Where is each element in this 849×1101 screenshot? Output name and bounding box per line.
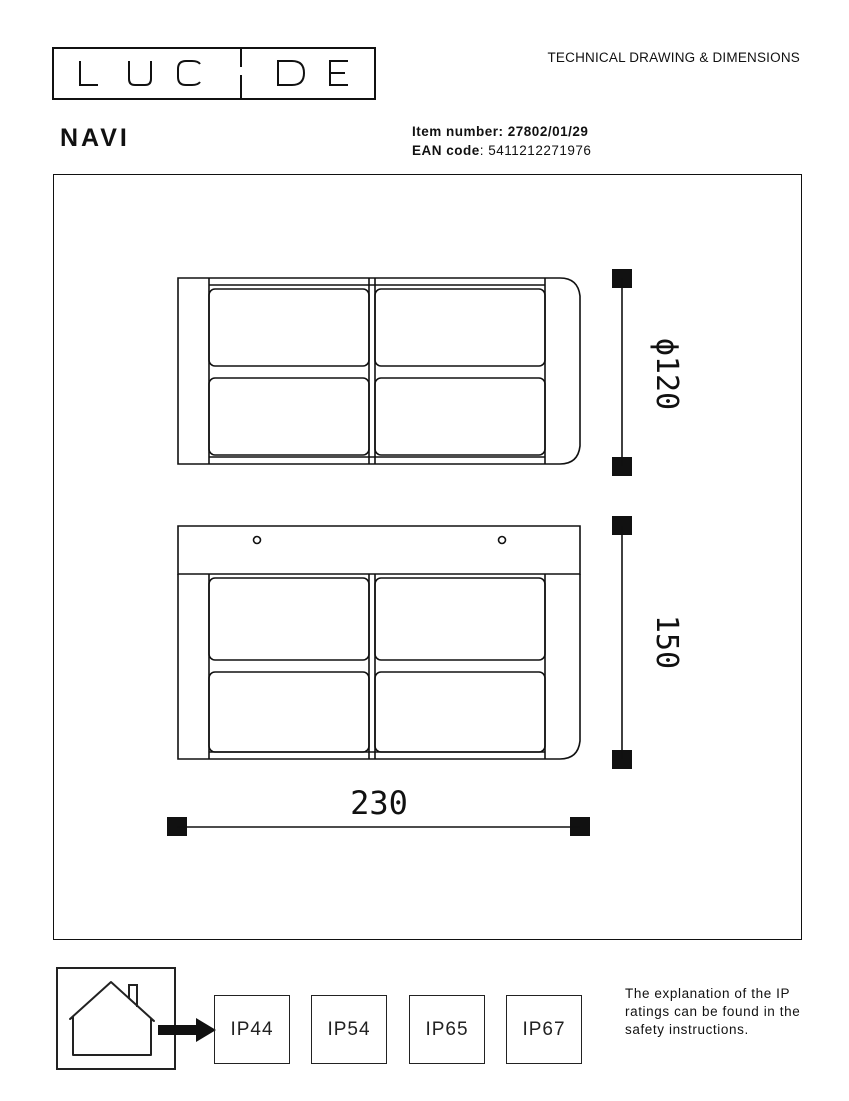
ip-rating-ip67: IP67 [506, 995, 582, 1064]
arrow-right-icon [158, 1018, 216, 1042]
item-info [412, 122, 591, 160]
ean-row [412, 141, 591, 160]
item-number-row [412, 122, 591, 141]
front-view-drawing [178, 526, 580, 759]
ean-value: : 5411212271976 [479, 143, 592, 158]
item-number-label: Item number: [412, 124, 504, 139]
height-dimension-label: 150 [649, 614, 684, 670]
top-view-drawing [178, 278, 580, 464]
ip-rating-ip54: IP54 [311, 995, 387, 1064]
ip-rating-ip65: IP65 [409, 995, 485, 1064]
diameter-dimension-line [612, 269, 632, 476]
ean-label: EAN code [412, 143, 480, 158]
width-dimension-label: 230 [350, 784, 408, 822]
product-name: NAVI [60, 124, 130, 152]
item-number-value: 27802/01/29 [507, 124, 589, 139]
ip-rating-ip44: IP44 [214, 995, 290, 1064]
ip-ratings-note: The explanation of the IP ratings can be found in the safety instructions. [625, 986, 801, 1037]
height-dimension-line [612, 516, 632, 769]
technical-drawing [53, 174, 802, 940]
document-header-title: TECHNICAL DRAWING & DIMENSIONS [547, 50, 800, 65]
diameter-dimension-label: ϕ120 [649, 337, 684, 411]
lucide-logo [52, 47, 376, 100]
